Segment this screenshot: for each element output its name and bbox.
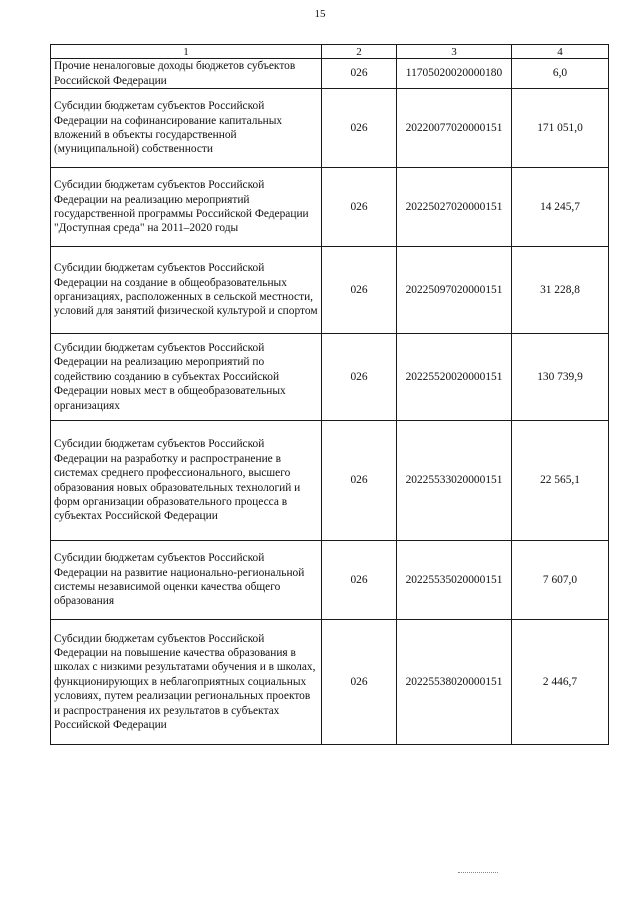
column-header-2: 2 <box>322 45 397 59</box>
administrator-code-cell: 026 <box>322 59 397 89</box>
administrator-code-cell: 026 <box>322 620 397 745</box>
table-row <box>51 541 609 620</box>
amount-cell: 6,0 <box>512 59 609 89</box>
revenue-name-cell: Субсидии бюджетам субъектов Российской Федерации на разработку и распространение в системах среднего профессионального, высшего образования новых образовательных технологий и форм организации образовательного процесса в субъектах Российской Федерации <box>51 421 322 541</box>
table-header <box>51 45 609 59</box>
table-row <box>51 168 609 247</box>
table-row <box>51 59 609 89</box>
revenue-name-cell: Прочие неналоговые доходы бюджетов субъектов Российской Федерации <box>51 59 322 89</box>
classification-code-cell: 20225538020000151 <box>397 620 512 745</box>
administrator-code-cell: 026 <box>322 421 397 541</box>
classification-code-cell: 20220077020000151 <box>397 89 512 168</box>
revenue-name-cell: Субсидии бюджетам субъектов Российской Федерации на развитие национально-региональной системы независимой оценки качества общего образования <box>51 541 322 620</box>
classification-code-cell: 20225520020000151 <box>397 334 512 421</box>
table-row <box>51 89 609 168</box>
column-header-3: 3 <box>397 45 512 59</box>
budget-revenue-table <box>50 44 609 745</box>
revenue-name-cell: Субсидии бюджетам субъектов Российской Федерации на реализацию мероприятий по содействию созданию в субъектах Российской Федерации новых мест в общеобразовательных организациях <box>51 334 322 421</box>
revenue-name-cell: Субсидии бюджетам субъектов Российской Федерации на создание в общеобразовательных организациях, расположенных в сельской местности, условий для занятий физической культурой и спортом <box>51 247 322 334</box>
administrator-code-cell: 026 <box>322 541 397 620</box>
amount-cell: 7 607,0 <box>512 541 609 620</box>
amount-cell: 22 565,1 <box>512 421 609 541</box>
header-row <box>51 45 609 59</box>
column-header-4: 4 <box>512 45 609 59</box>
table-row <box>51 620 609 745</box>
revenue-name-cell: Субсидии бюджетам субъектов Российской Федерации на реализацию мероприятий государственной программы Российской Федерации "Доступная среда" на 2011–2020 годы <box>51 168 322 247</box>
footer-dotted-mark <box>458 872 498 873</box>
administrator-code-cell: 026 <box>322 247 397 334</box>
revenue-name-cell: Субсидии бюджетам субъектов Российской Федерации на софинансирование капитальных вложений в объекты государственной (муниципальной) собственности <box>51 89 322 168</box>
amount-cell: 31 228,8 <box>512 247 609 334</box>
amount-cell: 171 051,0 <box>512 89 609 168</box>
administrator-code-cell: 026 <box>322 168 397 247</box>
table-row <box>51 421 609 541</box>
column-header-1: 1 <box>51 45 322 59</box>
classification-code-cell: 20225097020000151 <box>397 247 512 334</box>
classification-code-cell: 20225027020000151 <box>397 168 512 247</box>
page-number: 15 <box>314 8 326 20</box>
classification-code-cell: 20225533020000151 <box>397 421 512 541</box>
table-row <box>51 247 609 334</box>
administrator-code-cell: 026 <box>322 334 397 421</box>
amount-cell: 2 446,7 <box>512 620 609 745</box>
table-row <box>51 334 609 421</box>
amount-cell: 130 739,9 <box>512 334 609 421</box>
revenue-name-cell: Субсидии бюджетам субъектов Российской Федерации на повышение качества образования в школах с низкими результатами обучения и в школах, функционирующих в неблагоприятных социальных условиях, путем реализации региональных проектов и распространения их результатов в субъектах Российской Федерации <box>51 620 322 745</box>
administrator-code-cell: 026 <box>322 89 397 168</box>
table-body <box>51 59 609 745</box>
classification-code-cell: 20225535020000151 <box>397 541 512 620</box>
amount-cell: 14 245,7 <box>512 168 609 247</box>
classification-code-cell: 11705020020000180 <box>397 59 512 89</box>
